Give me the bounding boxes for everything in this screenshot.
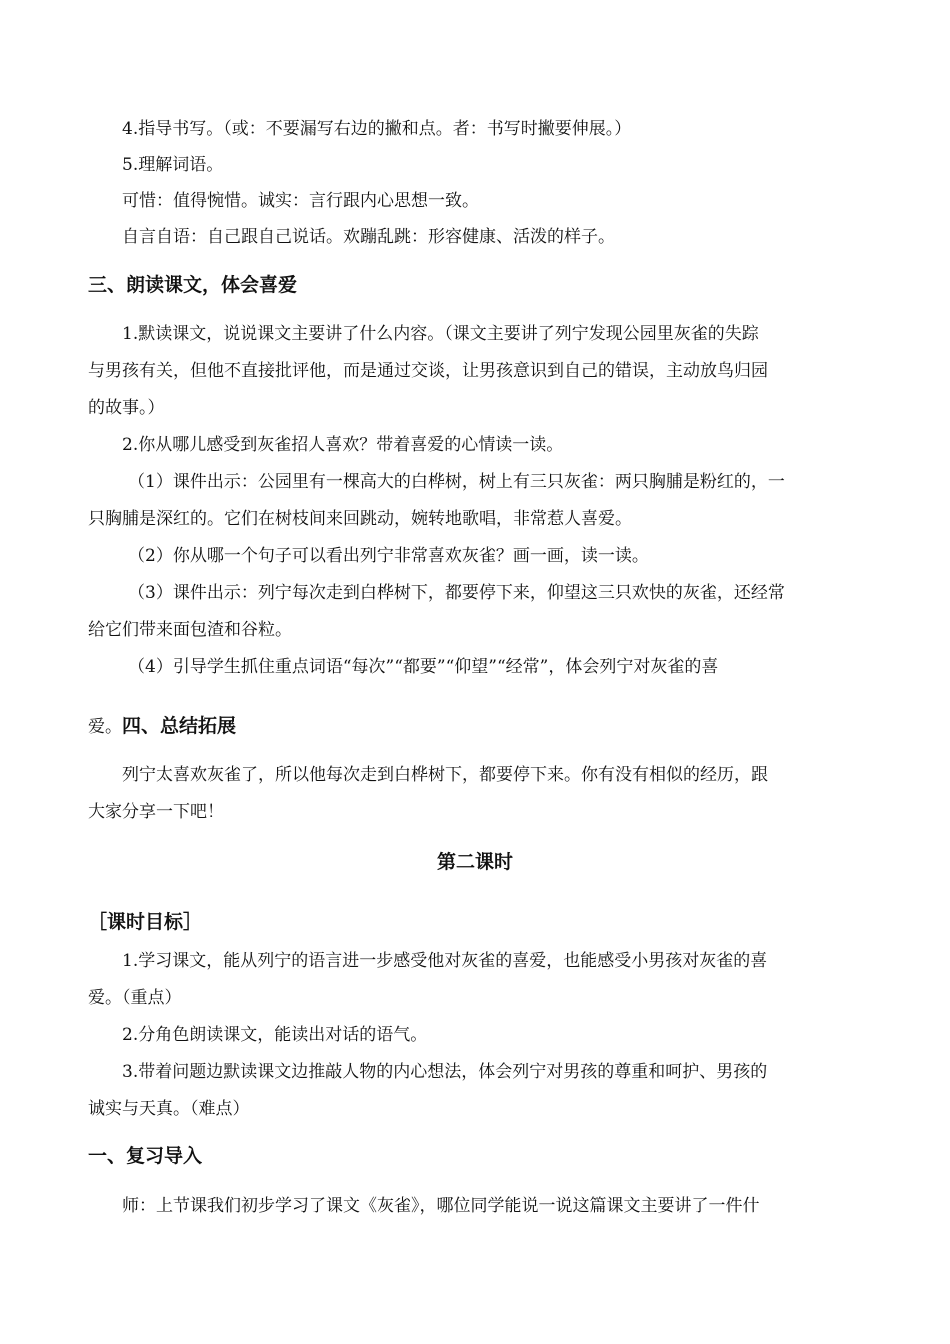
paragraph: （2）你从哪一个句子可以看出列宁非常喜欢灰雀？画一画，读一读。 [128,546,649,566]
paragraph: 列宁太喜欢灰雀了，所以他每次走到白桦树下，都要停下来。你有没有相似的经历，跟 [122,765,768,785]
paragraph: 只胸脯是深红的。它们在树枝间来回跳动，婉转地歌唱，非常惹人喜爱。 [88,509,632,529]
paragraph: 师：上节课我们初步学习了课文《灰雀》，哪位同学能说一说这篇课文主要讲了一件什 [122,1196,760,1216]
paragraph: 1.学习课文，能从列宁的语言进一步感受他对灰雀的喜爱，也能感受小男孩对灰雀的喜 [122,951,768,971]
paragraph: （3）课件出示：列宁每次走到白桦树下，都要停下来，仰望这三只欢快的灰雀，还经常 [128,583,785,603]
paragraph: （1）课件出示：公园里有一棵高大的白桦树，树上有三只灰雀：两只胸脯是粉红的，一 [128,472,785,492]
paragraph: 4.指导书写。（或：不要漏写右边的撇和点。者：书写时撇要伸展。） [122,119,632,139]
paragraph: （4）引导学生抓住重点词语“每次”“都要”“仰望”“经常”，体会列宁对灰雀的喜 [128,657,719,677]
paragraph: 自言自语：自己跟自己说话。欢蹦乱跳：形容健康、活泼的样子。 [122,227,615,247]
paragraph: 1.默读课文，说说课文主要讲了什么内容。（课文主要讲了列宁发现公园里灰雀的失踪 [122,324,759,344]
section-heading: 三、朗读课文，体会喜爱 [88,274,298,296]
section-heading: 一、复习导入 [88,1145,203,1167]
paragraph-with-heading [88,708,868,746]
section-heading: 四、总结拓展 [122,715,237,737]
paragraph: 5.理解词语。 [122,155,224,175]
paragraph: 爱。（重点） [88,988,182,1008]
paragraph: 大家分享一下吧！ [88,802,224,822]
lesson-title: 第二课时 [436,851,513,873]
paragraph: 3.带着问题边默读课文边推敲人物的内心想法，体会列宁对男孩的尊重和呵护、男孩的 [122,1062,768,1082]
paragraph: 2.你从哪儿感受到灰雀招人喜欢？带着喜爱的心情读一读。 [122,435,564,455]
paragraph: 的故事。） [88,398,165,418]
paragraph: 给它们带来面包渣和谷粒。 [88,620,292,640]
paragraph: 可惜：值得惋惜。诚实：言行跟内心思想一致。 [122,191,479,211]
goals-heading: ［课时目标］ [88,911,203,933]
paragraph: 诚实与天真。（难点） [88,1099,250,1119]
paragraph: 与男孩有关，但他不直接批评他，而是通过交谈，让男孩意识到自己的错误，主动放鸟归园 [88,361,768,381]
paragraph-tail: 爱。 [88,717,122,737]
paragraph: 2.分角色朗读课文，能读出对话的语气。 [122,1025,428,1045]
